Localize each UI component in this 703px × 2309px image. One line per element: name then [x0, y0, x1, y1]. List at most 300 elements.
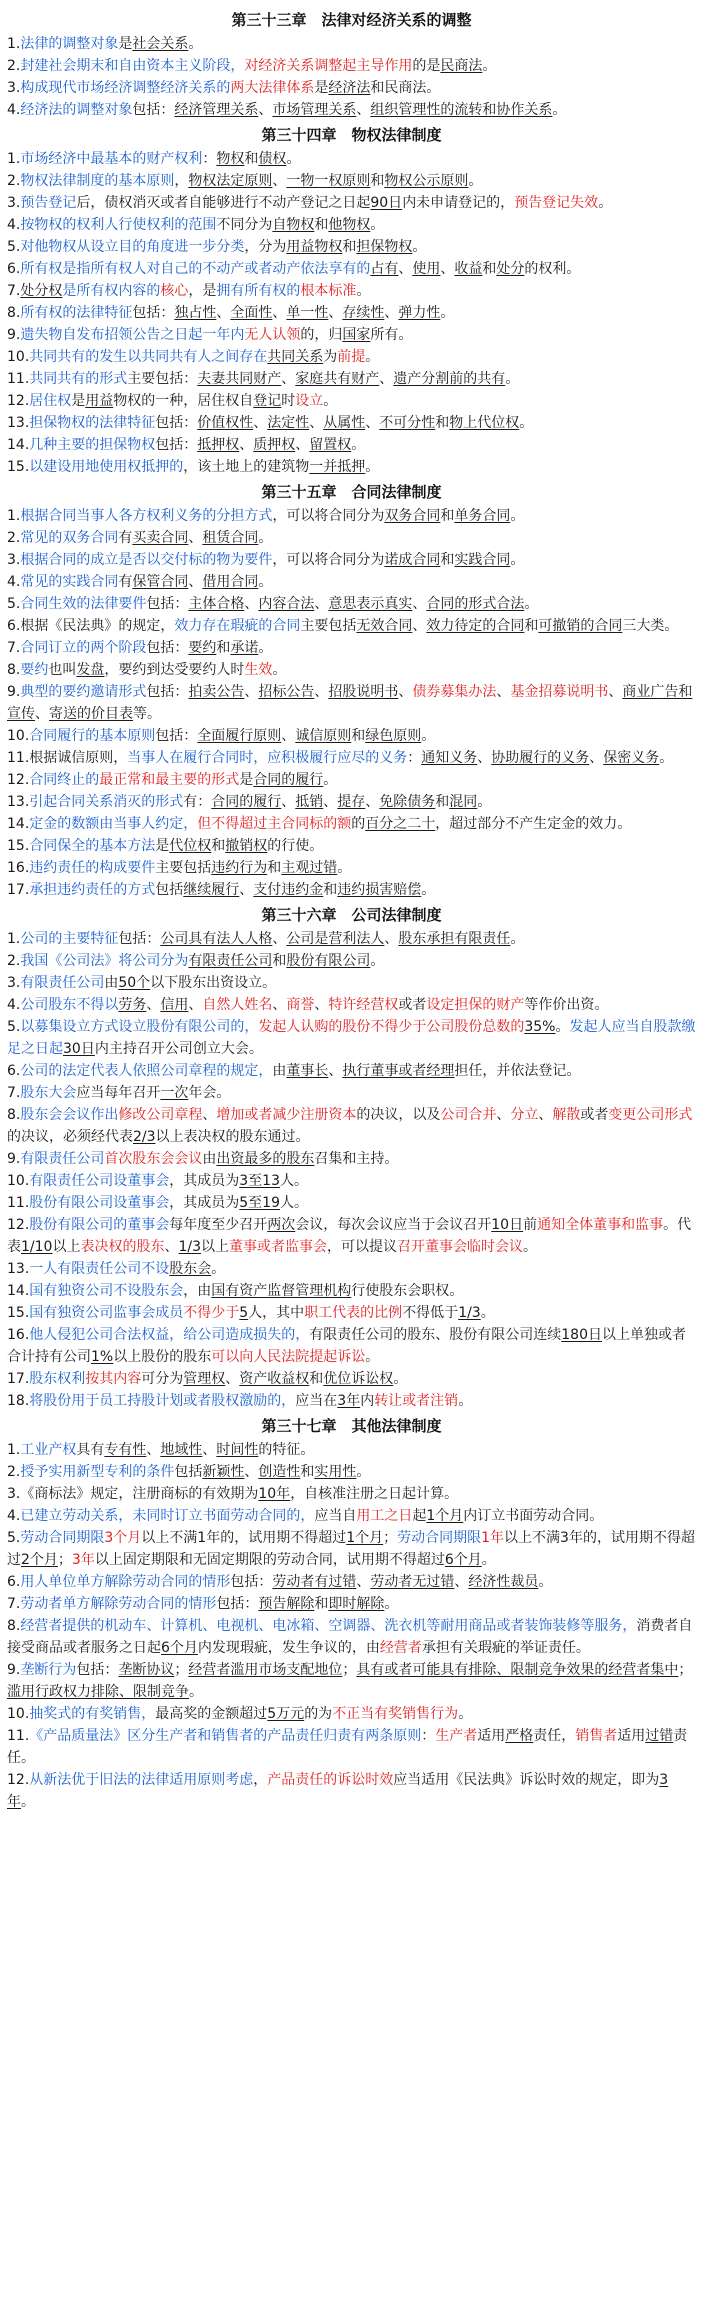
item-number: 4. — [7, 102, 21, 118]
key-term: 借用合同 — [202, 574, 259, 590]
highlight-red: 增加或者减少注册资本 — [216, 1107, 357, 1123]
item-text: 有 — [118, 530, 133, 546]
item-text: 。 — [505, 371, 520, 387]
list-item — [7, 593, 696, 615]
key-term: 实用性 — [314, 1464, 357, 1480]
highlight-red: 1年 — [481, 1530, 505, 1546]
item-text: 、 — [496, 684, 511, 700]
highlight-blue: 用人单位单方解除劳动合同的情形 — [20, 1574, 231, 1590]
key-term: 拍卖公告 — [188, 684, 245, 700]
item-text: ， — [174, 173, 189, 189]
item-number: 10. — [7, 1706, 30, 1722]
item-text: 包括： — [155, 437, 198, 453]
item-number: 14. — [7, 816, 30, 832]
key-term: 组织管理性的流转和协作关系 — [370, 102, 553, 118]
item-number: 8. — [7, 1107, 21, 1123]
item-text: ，其成员为 — [169, 1173, 240, 1189]
item-text: 内未申请登记的， — [402, 195, 515, 211]
item-text: 的行使。 — [267, 838, 324, 854]
key-term: 夫妻共同财产 — [197, 371, 282, 387]
key-term: 经济性裁员 — [468, 1574, 539, 1590]
item-text: 、 — [412, 596, 427, 612]
highlight-red: 公司合并 — [440, 1107, 497, 1123]
item-text: 、 — [309, 415, 324, 431]
item-number: 7. — [7, 1085, 21, 1101]
list-item — [7, 950, 696, 972]
key-term: 两次 — [267, 1217, 296, 1233]
highlight-blue: 我国《公司法》将公司分为 — [20, 953, 189, 969]
highlight-red: 最正常和最主要的形式 — [99, 772, 240, 788]
item-number: 13. — [7, 1261, 30, 1277]
key-term: 单一性 — [286, 305, 329, 321]
item-text: 、 — [538, 1107, 553, 1123]
list-item — [7, 527, 696, 549]
item-text: ，其成员为 — [169, 1195, 240, 1211]
key-term: 资产收益权 — [239, 1371, 310, 1387]
list-item — [7, 192, 696, 214]
item-text: 前 — [523, 1217, 538, 1233]
key-term: 使用 — [412, 261, 441, 277]
item-text: 和 — [314, 217, 329, 233]
list-item — [7, 456, 696, 478]
item-text: 承担有关瑕疵的举证责任。 — [421, 1640, 590, 1656]
item-text: 、 — [356, 1574, 371, 1590]
key-term: 出资最多的股东 — [216, 1151, 315, 1167]
highlight-red: 债券募集办法 — [412, 684, 497, 700]
key-term: 执行董事或者经理 — [342, 1063, 455, 1079]
key-term: 独占性 — [174, 305, 217, 321]
item-text: 、 — [496, 1107, 511, 1123]
item-text: 应当每年召开 — [76, 1085, 161, 1101]
item-text: 。 — [481, 1552, 496, 1568]
highlight-blue: 公司的主要特征 — [20, 931, 119, 947]
key-term: 发盘 — [76, 662, 105, 678]
key-term: 法定性 — [267, 415, 310, 431]
item-text: 、 — [188, 530, 203, 546]
item-text: 最高奖的金额超过 — [155, 1706, 268, 1722]
highlight-blue: 共同共有的形式 — [29, 371, 128, 387]
item-text: 、 — [440, 261, 455, 277]
highlight-blue: 共同共有的发生以共同共有人之间存在 — [29, 349, 268, 365]
item-text: 是 — [314, 80, 329, 96]
highlight-blue: 有限责任公司 — [20, 975, 105, 991]
item-text: 人，其中 — [248, 1305, 305, 1321]
item-text: ，该土地上的建筑物 — [183, 459, 310, 475]
key-term: 无效合同 — [356, 618, 413, 634]
key-term: 公司具有法人人格 — [160, 931, 273, 947]
item-text: 根据《民法典》的规定， — [20, 618, 175, 634]
item-text: 、 — [202, 1442, 217, 1458]
key-term: 代位权 — [169, 838, 212, 854]
list-item — [7, 302, 696, 324]
item-text: 每年度至少召开 — [169, 1217, 268, 1233]
list-item — [7, 571, 696, 593]
item-text: 应当自 — [314, 1508, 357, 1524]
list-item — [7, 681, 696, 725]
item-text: 。 — [365, 459, 380, 475]
item-text: 、 — [314, 684, 329, 700]
highlight-blue: 以募集设立方式设立股份有限公司的， — [20, 1019, 259, 1035]
item-text: 和 — [314, 1596, 329, 1612]
item-number: 13. — [7, 794, 30, 810]
item-text: 以上单独或者合计持有公司 — [7, 1327, 686, 1365]
item-text: 内主持召开公司创立大会。 — [94, 1041, 263, 1057]
highlight-red: 解散 — [552, 1107, 581, 1123]
item-number: 11. — [7, 1195, 30, 1211]
chapter-section — [7, 1415, 696, 1813]
key-term: 提存 — [337, 794, 366, 810]
item-text: 召集和主持。 — [314, 1151, 399, 1167]
item-number: 2. — [7, 58, 21, 74]
highlight-blue: 引起合同关系消灭的形式 — [29, 794, 184, 810]
key-term: 保管合同 — [132, 574, 189, 590]
list-item — [7, 1104, 696, 1148]
list-item — [7, 148, 696, 170]
highlight-red: 生产者 — [435, 1728, 478, 1744]
item-text: 的特征。 — [258, 1442, 315, 1458]
list-item — [7, 505, 696, 527]
chapter-section — [7, 124, 696, 478]
item-number: 13. — [7, 415, 30, 431]
highlight-blue: 劳动合同期限 — [20, 1530, 105, 1546]
highlight-blue: 劳动合同期限 — [397, 1530, 482, 1546]
item-text: ，由 — [183, 1283, 212, 1299]
highlight-blue: 物权法律制度的基本原则 — [20, 173, 175, 189]
item-text: 、 — [225, 1371, 240, 1387]
item-number: 14. — [7, 437, 30, 453]
item-text: 。 — [351, 437, 366, 453]
key-term: 从属性 — [323, 415, 366, 431]
list-item — [7, 1703, 696, 1725]
key-term: 管理权 — [183, 1371, 226, 1387]
item-text: 。 — [365, 349, 380, 365]
item-text: 是 — [118, 36, 133, 52]
item-text: 内发现瑕疵，发生争议的，由 — [197, 1640, 380, 1656]
key-term: 国有资产监督管理机构 — [211, 1283, 352, 1299]
list-item — [7, 346, 696, 368]
key-term: 内容合法 — [258, 596, 315, 612]
key-term: 意思表示真实 — [328, 596, 413, 612]
item-text: 可分为 — [141, 1371, 184, 1387]
highlight-blue: 典型的要约邀请形式 — [20, 684, 147, 700]
key-term: 预告解除 — [258, 1596, 315, 1612]
item-text: 、 — [412, 618, 427, 634]
highlight-blue: 合同生效的法律要件 — [20, 596, 147, 612]
item-text: 以上 — [200, 1239, 229, 1255]
highlight-blue: 已建立劳动关系，未同时订立书面劳动合同的， — [20, 1508, 315, 1524]
item-text: 主要包括 — [300, 618, 357, 634]
item-text: 的权利。 — [524, 261, 581, 277]
item-text: 以上不满3年的，试用期不得超过 — [7, 1530, 695, 1568]
item-text: 。 — [365, 1349, 380, 1365]
key-term: 他物权 — [328, 217, 371, 233]
list-item — [7, 1280, 696, 1302]
item-text: 、 — [244, 1464, 259, 1480]
item-text: 、 — [328, 1063, 343, 1079]
key-term: 承诺 — [230, 640, 259, 656]
item-text: 。 — [659, 750, 674, 766]
key-term: 用益 — [85, 393, 114, 409]
list-item — [7, 1659, 696, 1703]
item-text: 、 — [477, 750, 492, 766]
item-number: 5. — [7, 239, 21, 255]
key-term: 诺成合同 — [384, 552, 441, 568]
key-term: 弹力性 — [398, 305, 441, 321]
item-text: 和 — [211, 838, 226, 854]
item-text: 。 — [552, 102, 567, 118]
item-text: 以上固定期限和无固定期限的劳动合同，试用期不得超过 — [94, 1552, 445, 1568]
highlight-blue: 经营者提供的机动车、计算机、电视机、电冰箱、空调器、洗衣机等耐用商品或者装饰装修等服务， — [20, 1618, 637, 1634]
item-text: 。 — [370, 217, 385, 233]
list-item — [7, 1148, 696, 1170]
highlight-blue: 居住权 — [29, 393, 72, 409]
highlight-blue: 市场经济中最基本的财产权利 — [20, 151, 203, 167]
key-term: 合同的履行 — [211, 794, 282, 810]
item-text: 会议，每次会议应当于会议召开 — [295, 1217, 492, 1233]
highlight-red: 核心 — [160, 283, 189, 299]
key-term: 质押权 — [253, 437, 296, 453]
item-text: 、 — [295, 437, 310, 453]
item-text: 时 — [281, 393, 296, 409]
item-text: ； — [342, 1662, 357, 1678]
highlight-blue: 股东权利 — [29, 1371, 86, 1387]
key-term: 劳动者有过错 — [272, 1574, 357, 1590]
key-term: 实践合同 — [454, 552, 511, 568]
item-text: ， — [253, 1772, 268, 1788]
key-term: 劳动者无过错 — [370, 1574, 455, 1590]
item-text: 、 — [323, 794, 338, 810]
key-term: 3年 — [337, 1393, 361, 1409]
item-number: 10. — [7, 349, 30, 365]
key-term: 10日 — [491, 1217, 524, 1233]
item-number: 1. — [7, 1442, 21, 1458]
highlight-blue: 经济法的调整对象 — [20, 102, 133, 118]
highlight-blue: 有限责任公司设董事会 — [29, 1173, 170, 1189]
list-item — [7, 368, 696, 390]
key-term: 百分之二十 — [365, 816, 436, 832]
key-term: 物上代位权 — [449, 415, 520, 431]
item-text: 。 — [519, 415, 534, 431]
item-text: 。 — [468, 173, 483, 189]
item-text: ； — [174, 1662, 189, 1678]
item-text: 。 — [458, 1393, 473, 1409]
key-term: 30日 — [63, 1041, 95, 1057]
key-term: 自物权 — [272, 217, 315, 233]
item-text: 或者 — [398, 997, 427, 1013]
highlight-blue: 对他物权从设立目的角度进一步分类 — [20, 239, 245, 255]
highlight-blue: 《产品质量法》区分生产者和销售者的产品责任归责有两条原则 — [29, 1728, 422, 1744]
key-term: 违约损害赔偿 — [337, 882, 422, 898]
key-term: 股份有限公司 — [286, 953, 371, 969]
item-text: 等。 — [133, 706, 161, 722]
key-term: 一并抵押 — [309, 459, 366, 475]
highlight-red: 前提 — [337, 349, 366, 365]
highlight-red: 用工之日 — [356, 1508, 413, 1524]
item-text: 。 — [21, 1794, 35, 1810]
highlight-blue: 常见的双务合同 — [20, 530, 119, 546]
highlight-blue: 预告登记 — [20, 195, 77, 211]
item-text: 起 — [412, 1508, 427, 1524]
key-term: 全面性 — [230, 305, 273, 321]
key-term: 担保物权 — [356, 239, 413, 255]
item-text: 、 — [202, 1107, 217, 1123]
key-term: 处分权 — [20, 283, 63, 299]
item-text: 、 — [314, 596, 329, 612]
item-text: 。 — [323, 393, 338, 409]
highlight-blue: 有限责任公司 — [20, 1151, 105, 1167]
item-text: 的 — [351, 816, 366, 832]
list-item — [7, 769, 696, 791]
chapter-section — [7, 9, 696, 121]
key-term: 优位诉讼权 — [323, 1371, 394, 1387]
highlight-red: 基金招募说明书 — [510, 684, 609, 700]
item-text: 人。 — [280, 1195, 308, 1211]
item-text: 后，债权消灭或者自能够进行不动产登记之日起 — [76, 195, 371, 211]
item-text: 。 — [510, 931, 525, 947]
item-number: 1. — [7, 931, 21, 947]
item-number: 4. — [7, 1508, 21, 1524]
highlight-blue: 从新法优于旧法的法律适用原则考虑 — [29, 1772, 254, 1788]
key-term: 严格 — [505, 1728, 534, 1744]
key-term: 登记 — [253, 393, 282, 409]
highlight-blue: 按物权的权利人行使权利的范围 — [20, 217, 217, 233]
item-text: 。 — [477, 794, 492, 810]
highlight-blue: 要约 — [20, 662, 49, 678]
item-text: 应当适用《民法典》诉讼时效的规定，即为 — [393, 1772, 660, 1788]
item-text: 包括： — [146, 596, 189, 612]
highlight-blue: 抽奖式的有奖销售， — [29, 1706, 156, 1722]
item-text: 。 — [356, 283, 371, 299]
key-term: 经济管理关系 — [174, 102, 259, 118]
item-text: 不得低于 — [402, 1305, 459, 1321]
item-text: 、 — [272, 997, 287, 1013]
key-term: 有限责任公司 — [188, 953, 273, 969]
item-text: 和 — [435, 415, 450, 431]
item-text: 、 — [272, 931, 287, 947]
item-text: 以上 — [52, 1239, 81, 1255]
highlight-red: 但不得超过主合同标的额 — [197, 816, 352, 832]
key-term: 通知义务 — [421, 750, 478, 766]
item-text: 由 — [202, 1151, 217, 1167]
item-number: 8. — [7, 305, 21, 321]
item-text: 和 — [435, 794, 450, 810]
item-text: 的为 — [304, 1706, 333, 1722]
item-number: 3. — [7, 80, 21, 96]
key-term: 效力待定的合同 — [426, 618, 525, 634]
item-text: 、 — [589, 750, 604, 766]
item-text: 主要包括 — [155, 860, 212, 876]
item-text: 。 — [480, 1305, 495, 1321]
item-number: 5. — [7, 1530, 21, 1546]
item-text: ，分为 — [244, 239, 287, 255]
item-text: 有 — [118, 574, 133, 590]
item-text: 包括： — [155, 415, 198, 431]
item-text: 、 — [384, 931, 399, 947]
list-item — [7, 879, 696, 901]
highlight-blue: 工业产权 — [20, 1442, 77, 1458]
item-text: 。 — [598, 195, 613, 211]
item-text: 和 — [323, 882, 338, 898]
highlight-blue: 根据合同当事人各方权利义务的分担方式 — [20, 508, 273, 524]
item-text: 、 — [365, 415, 380, 431]
item-text: ，可以将合同分为 — [272, 508, 385, 524]
highlight-blue: 承担违约责任的方式 — [29, 882, 156, 898]
key-term: 股东会 — [169, 1261, 212, 1277]
item-text: 物权的一种，居住权自 — [113, 393, 254, 409]
key-term: 社会关系 — [132, 36, 189, 52]
key-term: 物权法定原则 — [188, 173, 273, 189]
highlight-blue: 常见的实践合同 — [20, 574, 119, 590]
key-term: 用益物权 — [286, 239, 343, 255]
highlight-blue: 公司股东不得以 — [20, 997, 119, 1013]
key-term: 具有或者可能具有排除、限制竞争效果的经营者集中 — [356, 1662, 679, 1678]
highlight-blue: 定金的数额由当事人约定， — [29, 816, 198, 832]
item-number: 10. — [7, 1173, 30, 1189]
item-number: 18. — [7, 1393, 30, 1409]
item-text: 和 — [272, 953, 287, 969]
highlight-blue: 所有权是指所有权人对自己的不动产或者动产依法享有的 — [20, 261, 371, 277]
key-term: 家庭共有财产 — [295, 371, 380, 387]
key-term: 要约 — [188, 640, 217, 656]
item-number: 3. — [7, 975, 21, 991]
item-text: 和 — [482, 261, 497, 277]
item-text: 三大类。 — [622, 618, 679, 634]
highlight-red: 表决权的股东 — [80, 1239, 165, 1255]
key-term: 2个月 — [21, 1552, 58, 1568]
chapter-title: 第三十六章 公司法律制度 — [261, 906, 442, 924]
key-term: 即时解除 — [328, 1596, 385, 1612]
item-text: 年会。 — [188, 1085, 231, 1101]
key-term: 3至13 — [239, 1173, 280, 1189]
item-text: 包括： — [216, 1596, 259, 1612]
list-item — [7, 1483, 696, 1505]
highlight-blue: 股东大会 — [20, 1085, 77, 1101]
highlight-red: 按其内容 — [85, 1371, 142, 1387]
highlight-blue: 股份有限公司的董事会 — [29, 1217, 170, 1233]
item-text: 、 — [272, 305, 287, 321]
key-term: 合同的形式合法 — [426, 596, 525, 612]
list-item — [7, 972, 696, 994]
item-text: 具有 — [76, 1442, 105, 1458]
highlight-red: 生效 — [244, 662, 273, 678]
item-text: 《商标法》规定，注册商标的有效期为 — [20, 1486, 259, 1502]
item-text: 。 — [440, 305, 455, 321]
key-term: 过错 — [645, 1728, 674, 1744]
list-item — [7, 549, 696, 571]
item-text: 和民商法。 — [370, 80, 441, 96]
highlight-red: 销售者 — [575, 1728, 618, 1744]
list-item — [7, 928, 696, 950]
key-term: 6个月 — [161, 1640, 198, 1656]
item-text: 所有。 — [370, 327, 413, 343]
item-text: 主要包括： — [127, 371, 198, 387]
key-term: 3年 — [7, 1772, 669, 1810]
list-item — [7, 324, 696, 346]
item-text: 以下股东出资设立。 — [150, 975, 277, 991]
item-text: 和 — [370, 173, 385, 189]
key-term: 处分 — [496, 261, 525, 277]
highlight-red: 通知全体董事和监事 — [537, 1217, 664, 1233]
key-term: 收益 — [454, 261, 483, 277]
list-item — [7, 994, 696, 1016]
item-text: 包括： — [76, 1662, 119, 1678]
key-term: 招股说明书 — [328, 684, 399, 700]
key-term: 垄断协议 — [118, 1662, 175, 1678]
item-number: 17. — [7, 1371, 30, 1387]
list-item — [7, 1214, 696, 1258]
item-text: 。 — [412, 239, 427, 255]
key-term: 混同 — [449, 794, 478, 810]
